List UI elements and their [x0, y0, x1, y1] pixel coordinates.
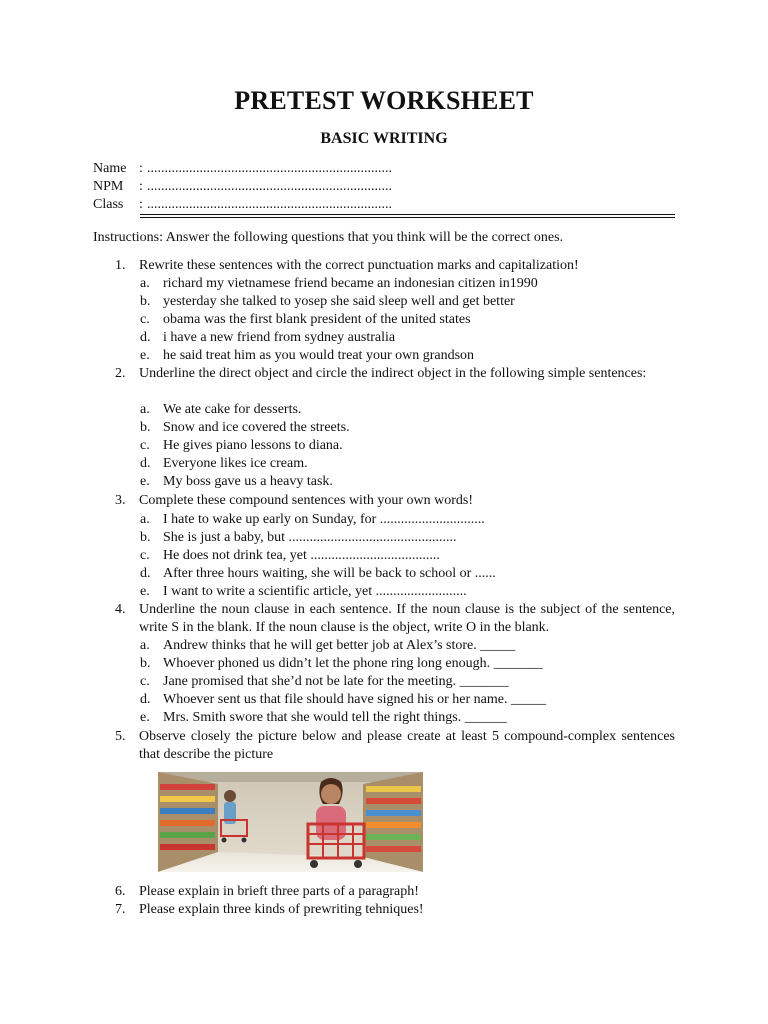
- list-item: [140, 529, 456, 547]
- item-text: i have a new friend from sydney australia: [163, 330, 396, 345]
- question-text: Please explain in brieft three parts of a paragraph!: [139, 884, 419, 899]
- question-5: [115, 728, 675, 764]
- item-text: Jane promised that she’d not be late for the meeting. _______: [163, 674, 509, 689]
- item-letter: e.: [140, 348, 150, 363]
- header-divider-top: [140, 214, 675, 215]
- class-separator: :: [139, 197, 143, 212]
- list-item: [140, 673, 509, 691]
- list-item: [140, 275, 538, 293]
- npm-field: [93, 178, 392, 196]
- item-text: She is just a baby, but ................................................: [163, 530, 457, 545]
- item-text: Everyone likes ice cream.: [163, 456, 308, 471]
- item-letter: c.: [140, 312, 150, 327]
- item-text: obama was the first blank president of the united states: [163, 312, 471, 327]
- page-subtitle: BASIC WRITING: [320, 130, 448, 147]
- item-letter: d.: [140, 692, 151, 707]
- item-text: After three hours waiting, she will be back to school or ......: [163, 566, 496, 581]
- list-item: [140, 329, 395, 347]
- item-text: We ate cake for desserts.: [163, 402, 302, 417]
- supermarket-photo: [158, 772, 423, 872]
- item-letter: c.: [140, 438, 150, 453]
- list-item: [140, 437, 343, 455]
- npm-label: NPM: [93, 179, 124, 194]
- class-label: Class: [93, 197, 124, 212]
- item-text: Andrew thinks that he will get better job at Alex’s store. _____: [163, 638, 516, 653]
- question-2: [115, 365, 675, 383]
- name-separator: :: [139, 161, 143, 176]
- item-text: yesterday she talked to yosep she said sleep well and get better: [163, 294, 515, 309]
- list-item: [140, 455, 308, 473]
- item-letter: e.: [140, 474, 150, 489]
- question-text: Complete these compound sentences with your own words!: [139, 493, 473, 508]
- question-number: 3.: [115, 493, 126, 508]
- list-item: [140, 473, 333, 491]
- list-item: [140, 511, 485, 529]
- question-number: 1.: [115, 258, 126, 273]
- name-blank: ......................................................................: [147, 161, 392, 176]
- item-letter: b.: [140, 420, 151, 435]
- question-1: [115, 257, 675, 275]
- item-text: He gives piano lessons to diana.: [163, 438, 343, 453]
- list-item: [140, 547, 440, 565]
- instructions-text: Instructions: Answer the following questions that you think will be the correct ones.: [93, 230, 564, 245]
- item-letter: c.: [140, 674, 150, 689]
- list-item: [140, 655, 543, 673]
- question-text: Observe closely the picture below and please create at least 5 compound-complex sentences that describe the picture: [139, 729, 675, 762]
- name-label: Name: [93, 161, 127, 176]
- page-title: PRETEST WORKSHEET: [234, 86, 534, 115]
- list-item: [140, 565, 496, 583]
- item-letter: a.: [140, 402, 150, 417]
- list-item: [140, 311, 471, 329]
- supermarket-illustration: [158, 772, 423, 872]
- question-text: Rewrite these sentences with the correct punctuation marks and capitalization!: [139, 258, 579, 273]
- item-letter: c.: [140, 548, 150, 563]
- question-number: 5.: [115, 729, 126, 744]
- list-item: [140, 709, 507, 727]
- question-4: [115, 601, 675, 637]
- item-letter: e.: [140, 584, 150, 599]
- item-letter: a.: [140, 638, 150, 653]
- list-item: [140, 583, 467, 601]
- question-3: [115, 492, 675, 510]
- item-text: I want to write a scientific article, yet ..........................: [163, 584, 467, 599]
- item-letter: d.: [140, 456, 151, 471]
- item-text: My boss gave us a heavy task.: [163, 474, 333, 489]
- item-letter: e.: [140, 710, 150, 725]
- list-item: [140, 401, 301, 419]
- question-text: Underline the noun clause in each sentence. If the noun clause is the subject of the sentence, write S in the blank. If the noun clause is the object, write O in the blank.: [139, 602, 675, 635]
- header-divider-bottom: [140, 217, 675, 218]
- item-letter: d.: [140, 330, 151, 345]
- question-text: Underline the direct object and circle the indirect object in the following simple sentences:: [139, 366, 647, 381]
- item-letter: a.: [140, 512, 150, 527]
- item-letter: b.: [140, 294, 151, 309]
- question-number: 2.: [115, 366, 126, 381]
- item-text: Whoever sent us that file should have signed his or her name. _____: [163, 692, 546, 707]
- question-7: [115, 901, 675, 919]
- item-text: richard my vietnamese friend became an indonesian citizen in1990: [163, 276, 538, 291]
- list-item: [140, 691, 546, 709]
- question-text: Please explain three kinds of prewriting tehniques!: [139, 902, 424, 917]
- npm-blank: ......................................................................: [147, 179, 392, 194]
- item-text: Snow and ice covered the streets.: [163, 420, 350, 435]
- list-item: [140, 347, 474, 365]
- class-field: [93, 196, 392, 214]
- list-item: [140, 293, 515, 311]
- list-item: [140, 637, 515, 655]
- item-text: Mrs. Smith swore that she would tell the right things. ______: [163, 710, 507, 725]
- item-letter: b.: [140, 656, 151, 671]
- question-number: 6.: [115, 884, 126, 899]
- item-text: He does not drink tea, yet .....................................: [163, 548, 440, 563]
- item-text: I hate to wake up early on Sunday, for ..............................: [163, 512, 485, 527]
- item-text: Whoever phoned us didn’t let the phone ring long enough. _______: [163, 656, 543, 671]
- item-letter: d.: [140, 566, 151, 581]
- class-blank: ......................................................................: [147, 197, 392, 212]
- question-number: 7.: [115, 902, 126, 917]
- question-6: [115, 883, 675, 901]
- item-text: he said treat him as you would treat your own grandson: [163, 348, 475, 363]
- item-letter: b.: [140, 530, 151, 545]
- npm-separator: :: [139, 179, 143, 194]
- list-item: [140, 419, 350, 437]
- question-number: 4.: [115, 602, 126, 617]
- name-field: [93, 160, 392, 178]
- item-letter: a.: [140, 276, 150, 291]
